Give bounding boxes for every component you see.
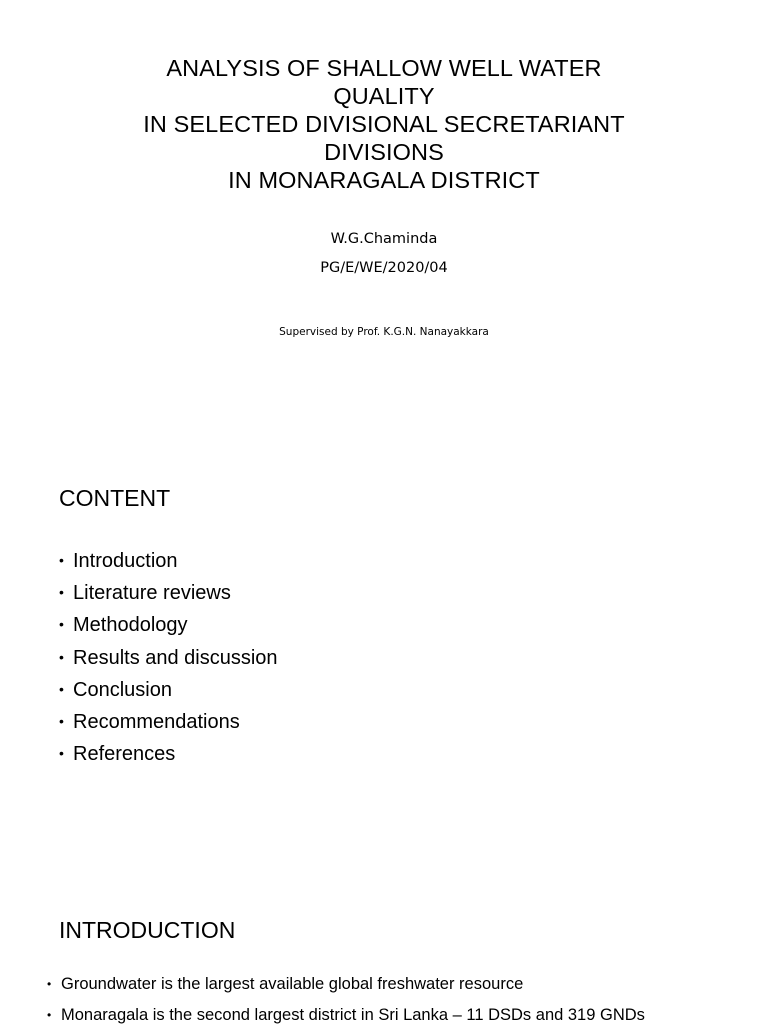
list-item	[59, 580, 278, 612]
bullet-icon: •	[47, 977, 52, 991]
list-item-label: Results and discussion	[73, 646, 278, 669]
list-item	[47, 1005, 645, 1036]
list-item-label: Methodology	[73, 614, 188, 637]
list-item	[59, 741, 278, 773]
bullet-icon: •	[47, 1008, 52, 1022]
title-line-2: QUALITY	[333, 83, 435, 109]
list-item-label: Recommendations	[73, 710, 240, 733]
bullet-icon: •	[59, 745, 64, 762]
title-line-1: ANALYSIS OF SHALLOW WELL WATER	[166, 55, 602, 81]
supervisor-note: Supervised by Prof. K.G.N. Nanayakkara	[279, 326, 489, 338]
list-item-label: Groundwater is the largest available global freshwater resource	[61, 975, 524, 993]
bullet-icon: •	[59, 584, 64, 601]
list-item-label: Introduction	[73, 550, 178, 572]
bullet-icon: •	[59, 616, 64, 633]
document-title	[0, 54, 768, 194]
list-item-label: Conclusion	[73, 678, 172, 701]
list-item-label: Literature reviews	[73, 582, 231, 605]
introduction-list	[47, 974, 645, 1036]
list-item	[47, 974, 645, 1005]
author-name: W.G.Chaminda	[330, 231, 438, 247]
author-id: PG/E/WE/2020/04	[320, 260, 448, 276]
list-item	[59, 548, 278, 580]
content-heading: CONTENT	[59, 485, 171, 511]
introduction-heading: INTRODUCTION	[59, 917, 236, 943]
list-item	[59, 645, 278, 677]
list-item	[59, 612, 278, 644]
list-item	[59, 709, 278, 741]
content-list	[59, 548, 278, 773]
list-item-label: Monaragala is the second largest district in Sri Lanka – 11 DSDs and 319 GNDs	[61, 1006, 645, 1024]
list-item-label: References	[73, 743, 176, 766]
title-line-3: IN SELECTED DIVISIONAL SECRETARIANT	[143, 111, 625, 137]
bullet-icon: •	[59, 680, 64, 697]
list-item	[59, 677, 278, 709]
bullet-icon: •	[59, 552, 64, 568]
bullet-icon: •	[59, 712, 64, 729]
title-line-5: IN MONARAGALA DISTRICT	[228, 167, 540, 193]
bullet-icon: •	[59, 648, 64, 665]
title-line-4: DIVISIONS	[324, 139, 444, 165]
